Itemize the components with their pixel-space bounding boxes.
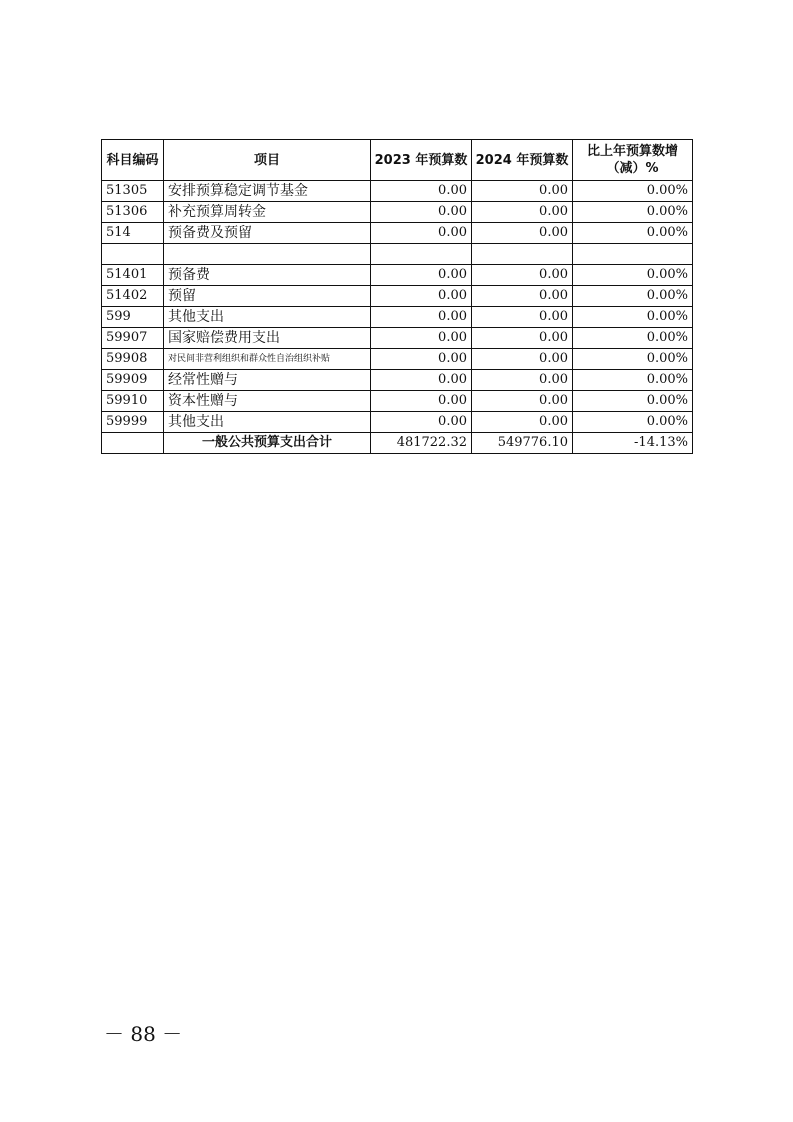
row-change: 0.00% <box>573 328 693 349</box>
row-change: 0.00% <box>573 391 693 412</box>
table-row <box>102 181 693 202</box>
table-row-empty <box>102 244 693 265</box>
total-code <box>102 433 164 454</box>
row-2024: 0.00 <box>472 370 573 391</box>
row-name: 其他支出 <box>164 307 371 328</box>
header-2023-budget: 2023 年预算数 <box>371 140 472 181</box>
table-row <box>102 412 693 433</box>
total-2023: 481722.32 <box>371 433 472 454</box>
row-change: 0.00% <box>573 265 693 286</box>
row-2023: 0.00 <box>371 328 472 349</box>
row-2024: 0.00 <box>472 286 573 307</box>
row-2024: 0.00 <box>472 349 573 370</box>
row-change: 0.00% <box>573 370 693 391</box>
table-total-row <box>102 433 693 454</box>
row-2024: 0.00 <box>472 265 573 286</box>
row-code: 59908 <box>102 349 164 370</box>
header-item: 项目 <box>164 140 371 181</box>
row-name: 资本性赠与 <box>164 391 371 412</box>
row-2023: 0.00 <box>371 223 472 244</box>
table-row <box>102 370 693 391</box>
row-2023 <box>371 244 472 265</box>
table-row <box>102 328 693 349</box>
row-name: 其他支出 <box>164 412 371 433</box>
row-change: 0.00% <box>573 286 693 307</box>
row-2023: 0.00 <box>371 181 472 202</box>
row-change: 0.00% <box>573 202 693 223</box>
table-row <box>102 265 693 286</box>
page-number: － 88 － <box>104 1022 183 1046</box>
row-code: 51401 <box>102 265 164 286</box>
row-2024: 0.00 <box>472 307 573 328</box>
row-code: 51305 <box>102 181 164 202</box>
row-code: 59909 <box>102 370 164 391</box>
header-code: 科目编码 <box>102 140 164 181</box>
row-2024: 0.00 <box>472 181 573 202</box>
table-row <box>102 307 693 328</box>
row-code: 59910 <box>102 391 164 412</box>
row-2023: 0.00 <box>371 412 472 433</box>
row-2024: 0.00 <box>472 328 573 349</box>
row-change: 0.00% <box>573 223 693 244</box>
table-row <box>102 286 693 307</box>
row-code: 59907 <box>102 328 164 349</box>
total-change: -14.13% <box>573 433 693 454</box>
row-name: 补充预算周转金 <box>164 202 371 223</box>
total-label: 一般公共预算支出合计 <box>164 433 371 454</box>
row-change: 0.00% <box>573 181 693 202</box>
row-2024 <box>472 244 573 265</box>
table-row <box>102 202 693 223</box>
row-name: 安排预算稳定调节基金 <box>164 181 371 202</box>
row-name: 国家赔偿费用支出 <box>164 328 371 349</box>
row-2023: 0.00 <box>371 265 472 286</box>
row-2023: 0.00 <box>371 370 472 391</box>
table-header-row <box>102 140 693 181</box>
row-change: 0.00% <box>573 307 693 328</box>
row-name: 对民间非营利组织和群众性自治组织补贴 <box>164 349 371 370</box>
table-row <box>102 223 693 244</box>
row-2023: 0.00 <box>371 286 472 307</box>
row-code: 51402 <box>102 286 164 307</box>
row-change: 0.00% <box>573 349 693 370</box>
row-name <box>164 244 371 265</box>
row-code: 59999 <box>102 412 164 433</box>
row-code: 514 <box>102 223 164 244</box>
row-change <box>573 244 693 265</box>
row-2024: 0.00 <box>472 202 573 223</box>
row-2024: 0.00 <box>472 391 573 412</box>
row-change: 0.00% <box>573 412 693 433</box>
row-code: 51306 <box>102 202 164 223</box>
header-2024-budget: 2024 年预算数 <box>472 140 573 181</box>
row-2024: 0.00 <box>472 223 573 244</box>
row-name: 预留 <box>164 286 371 307</box>
table-row <box>102 391 693 412</box>
row-code: 599 <box>102 307 164 328</box>
table-row <box>102 349 693 370</box>
row-name: 预备费 <box>164 265 371 286</box>
row-name: 预备费及预留 <box>164 223 371 244</box>
row-2023: 0.00 <box>371 349 472 370</box>
row-2023: 0.00 <box>371 391 472 412</box>
total-2024: 549776.10 <box>472 433 573 454</box>
row-2024: 0.00 <box>472 412 573 433</box>
budget-table <box>101 139 693 454</box>
row-code <box>102 244 164 265</box>
row-2023: 0.00 <box>371 202 472 223</box>
row-2023: 0.00 <box>371 307 472 328</box>
row-name: 经常性赠与 <box>164 370 371 391</box>
header-change-percent: 比上年预算数增（减）% <box>573 140 693 181</box>
